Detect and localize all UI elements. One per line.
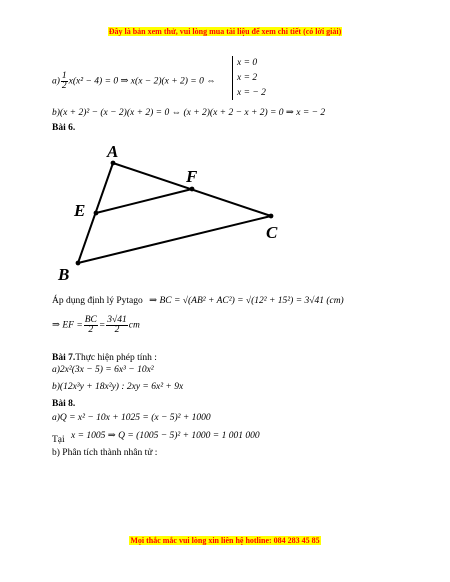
root41-over-2 (106, 316, 127, 335)
point-f (190, 187, 195, 192)
bai8-tai-line (52, 431, 260, 445)
hotline-banner-text: Mọi thắc mắc vui lòng xin liên hệ hotline: 084 283 45 85 (130, 536, 320, 545)
bai8-title: Bài 8. (52, 399, 76, 409)
point-a (111, 161, 116, 166)
bai6-title: Bài 6. (52, 123, 76, 133)
part-b-equation: b)(x + 2)² − (x − 2)(x + 2) = 0 ⇔ (x + 2)(x + 2 − x + 2) = 0 ⇒ x = − 2 (52, 108, 326, 118)
pytago-text: Áp dụng định lý Pytago (52, 296, 143, 306)
hotline-banner (0, 536, 450, 546)
bai8-part-a: a)Q = x² − 10x + 1025 = (x − 5)² + 1000 (52, 413, 211, 423)
bai7-part-b: b)(12x³y + 18x²y) : 2xy = 6x² + 9x (52, 382, 184, 392)
pytago-formula: ⇒ BC = √(AB² + AC²) = √(12² + 15²) = 3√41 (cm) (149, 296, 344, 306)
bai7-part-a: a)2x²(3x − 5) = 6x³ − 10x² (52, 365, 154, 375)
part-a-expression: x(x² − 4) = 0 ⇒ x(x − 2)(x + 2) = 0 ⇔ (68, 76, 216, 87)
fraction-denominator: 2 (114, 325, 120, 335)
bai8-tai-expression: x = 1005 ⇒ Q = (1005 − 5)² + 1000 = 1 001 000 (71, 431, 260, 441)
ef-prefix: ⇒ EF = (52, 320, 83, 331)
ef-unit: cm (128, 320, 140, 331)
midline-ef (96, 189, 192, 213)
case-3: x = − 2 (237, 88, 266, 98)
case-1: x = 0 (237, 58, 258, 68)
label-b: B (58, 265, 70, 284)
fraction-numerator: BC (84, 315, 97, 325)
preview-banner-text: Đây là bản xem thử, vui lòng mua tài liệu để xem chi tiết (có lời giải) (108, 27, 342, 36)
fraction-denominator: 2 (88, 325, 94, 335)
bai7-heading (52, 353, 157, 364)
label-c: C (266, 223, 278, 242)
fraction-denominator: 2 (61, 81, 67, 91)
bai7-title: Bài 7. (52, 353, 76, 363)
label-a: A (107, 142, 119, 161)
ef-equation (52, 316, 140, 335)
point-c (269, 214, 274, 219)
part-a-prefix: a) (52, 76, 60, 87)
point-e (94, 211, 99, 216)
case-2: x = 2 (237, 73, 258, 83)
point-b (76, 261, 81, 266)
side-bc (78, 216, 271, 263)
ef-equals: = (98, 320, 106, 331)
label-e: E (74, 201, 86, 220)
pytago-line (52, 296, 344, 307)
fraction-numerator: 3√41 (107, 315, 127, 325)
fraction-numerator: 1 (61, 71, 67, 81)
bai8-part-b: b) Phân tích thành nhân tử : (52, 448, 158, 458)
bai7-text: Thực hiện phép tính : (75, 353, 157, 363)
tai-word: Tại (52, 435, 65, 445)
label-f: F (186, 167, 198, 186)
bc-over-2 (84, 316, 98, 335)
